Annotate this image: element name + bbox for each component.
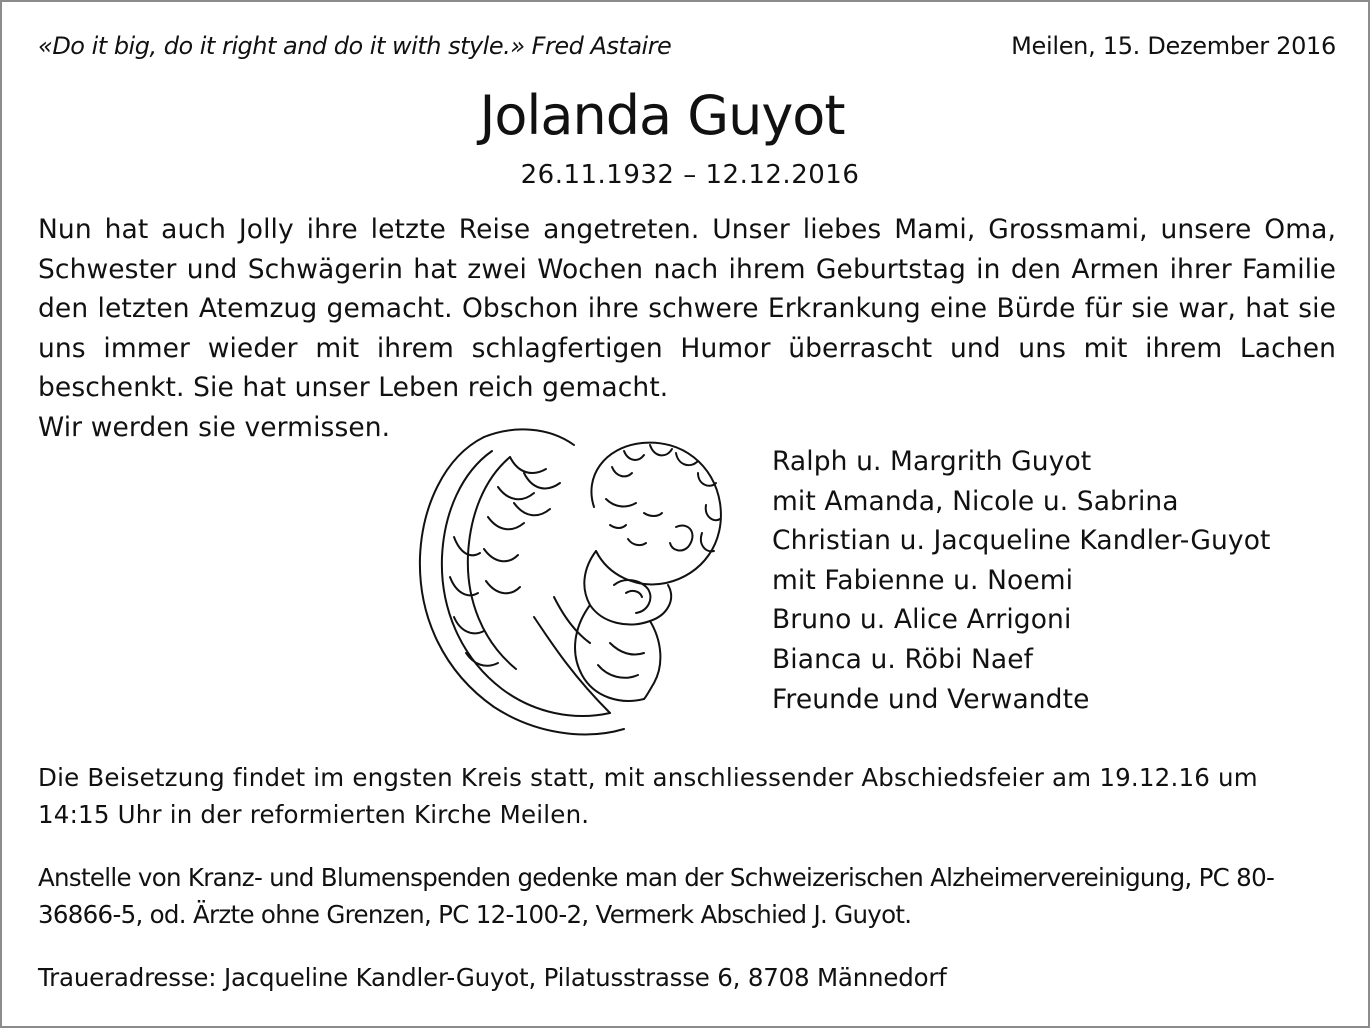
epigraph-quote: «Do it big, do it right and do it with style.» Fred Astaire: [38, 32, 672, 60]
farewell-message: [38, 210, 1336, 408]
deceased-name: Jolanda Guyot: [479, 84, 845, 147]
mourners-list: [772, 442, 1271, 719]
funeral-notice: Die Beisetzung findet im engsten Kreis statt, mit anschliessender Abschiedsfeier am 19.12.16 um 14:15 Uhr in der reformierten Kirche Meilen.: [38, 763, 1258, 829]
farewell-message-text: Nun hat auch Jolly ihre letzte Reise angetreten. Unser liebes Mami, Grossmami, unsere Oma, Schwester und Schwägerin hat zwei Wochen nach ihrem Geburtstag in den Armen ihrer Familie den letzten Atemzug gemacht. Obschon ihre schwere Erkrankung eine Bürde für sie war, hat sie uns immer wieder mit ihrem schlagfertigen Humor überrascht und uns mit ihrem Lachen beschenkt. Sie hat unser Leben reich gemacht.: [38, 214, 1336, 404]
mourner-line: Bruno u. Alice Arrigoni: [772, 604, 1072, 636]
place-and-date: Meilen, 15. Dezember 2016: [1011, 32, 1336, 60]
mourner-line: Bianca u. Röbi Naef: [772, 643, 1034, 675]
mourner-line: mit Amanda, Nicole u. Sabrina: [772, 485, 1179, 517]
closing-line: Wir werden sie vermissen.: [38, 412, 391, 443]
life-dates: 26.11.1932 – 12.12.2016: [520, 160, 860, 190]
mourning-address: Traueradresse: Jacqueline Kandler-Guyot, Pilatusstrasse 6, 8708 Männedorf: [38, 963, 947, 992]
sleeping-angel-icon: [414, 417, 734, 739]
mourner-line: Christian u. Jacqueline Kandler-Guyot: [772, 525, 1271, 557]
mourner-line: Ralph u. Margrith Guyot: [772, 446, 1092, 477]
mourner-line: Freunde und Verwandte: [772, 683, 1090, 715]
mourner-line: mit Fabienne u. Noemi: [772, 564, 1074, 596]
donation-notice: Anstelle von Kranz- und Blumenspenden gedenke man der Schweizerischen Alzheimervereinigung, PC 80-36866-5, od. Ärzte ohne Grenzen, PC 12-100-2, Vermerk Abschied J. Guyot.: [38, 863, 1275, 929]
